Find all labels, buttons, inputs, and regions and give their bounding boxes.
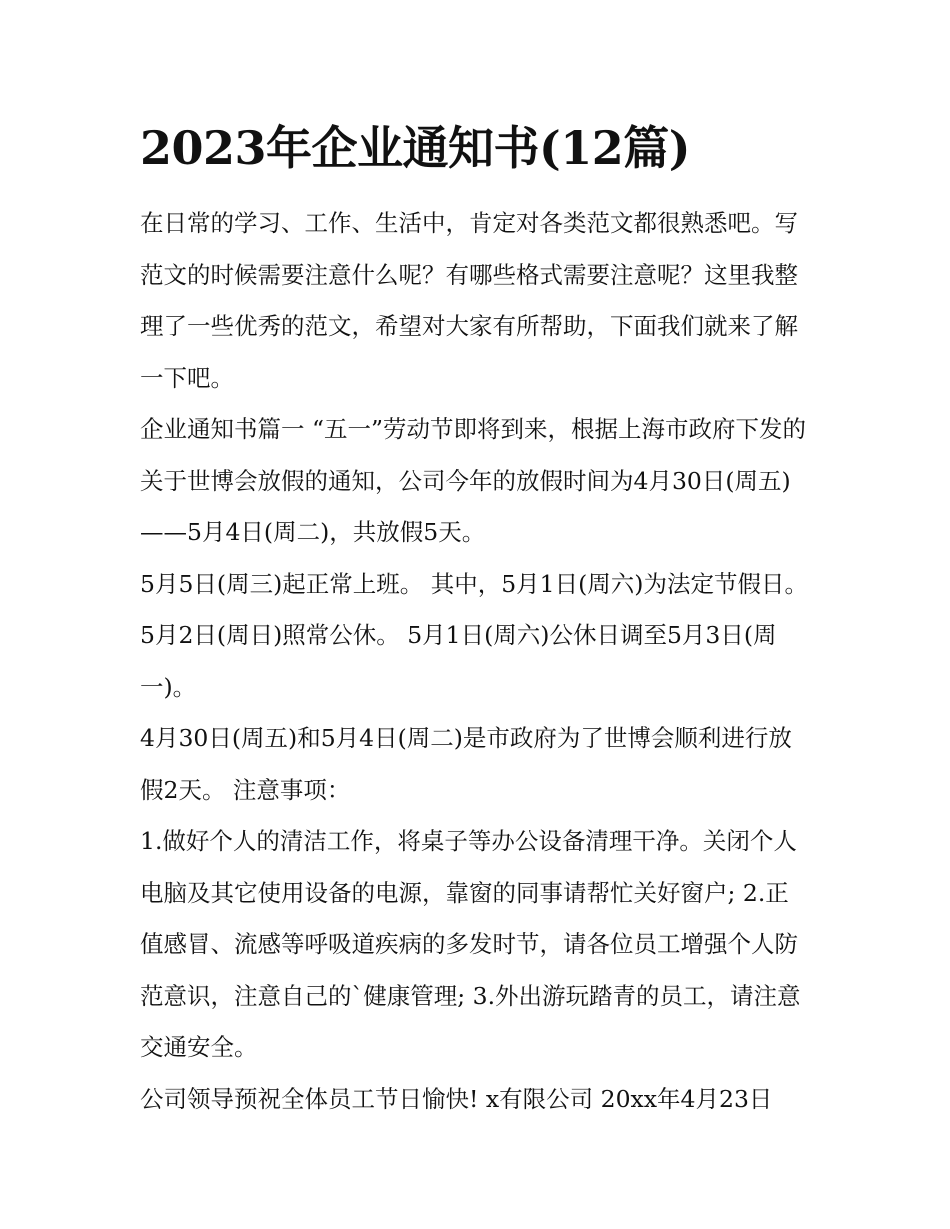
holiday-paragraph: 4月30日(周五)和5月4日(周二)是市政府为了世博会顺利进行放假2天。 注意事项： — [140, 724, 792, 804]
notes-paragraph: 1.做好个人的清洁工作，将桌子等办公设备清理干净。关闭个人电脑及其它使用设备的电源，靠窗的同事请帮忙关好窗户; 2.正值感冒、流感等呼吸道疾病的多发时节，请各位员工增强个人防范意识，注意自己的`健康管理; 3.外出游玩踏青的员工，请注意交通安全。 — [140, 827, 801, 1061]
notice-paragraph: 企业通知书篇一 “五一”劳动节即将到来，根据上海市政府下发的关于世博会放假的通知，公司今年的放假时间为4月30日(周五)——5月4日(周二)，共放假5天。 — [140, 415, 806, 546]
schedule-paragraph: 5月5日(周三)起正常上班。 其中，5月1日(周六)为法定节假日。 5月2日(周日)照常公休。 5月1日(周六)公休日调至5月3日(周一)。 — [140, 569, 808, 701]
document-title: 2023年企业通知书(12篇) — [140, 121, 691, 175]
document-body — [140, 198, 812, 1125]
intro-paragraph: 在日常的学习、工作、生活中，肯定对各类范文都很熟悉吧。写范文的时候需要注意什么呢？有哪些格式需要注意呢？这里我整理了一些优秀的范文，希望对大家有所帮助，下面我们就来了解一下吧。 — [140, 209, 798, 392]
closing-paragraph: 公司领导预祝全体员工节日愉快! x有限公司 20xx年4月23日 — [140, 1084, 773, 1113]
